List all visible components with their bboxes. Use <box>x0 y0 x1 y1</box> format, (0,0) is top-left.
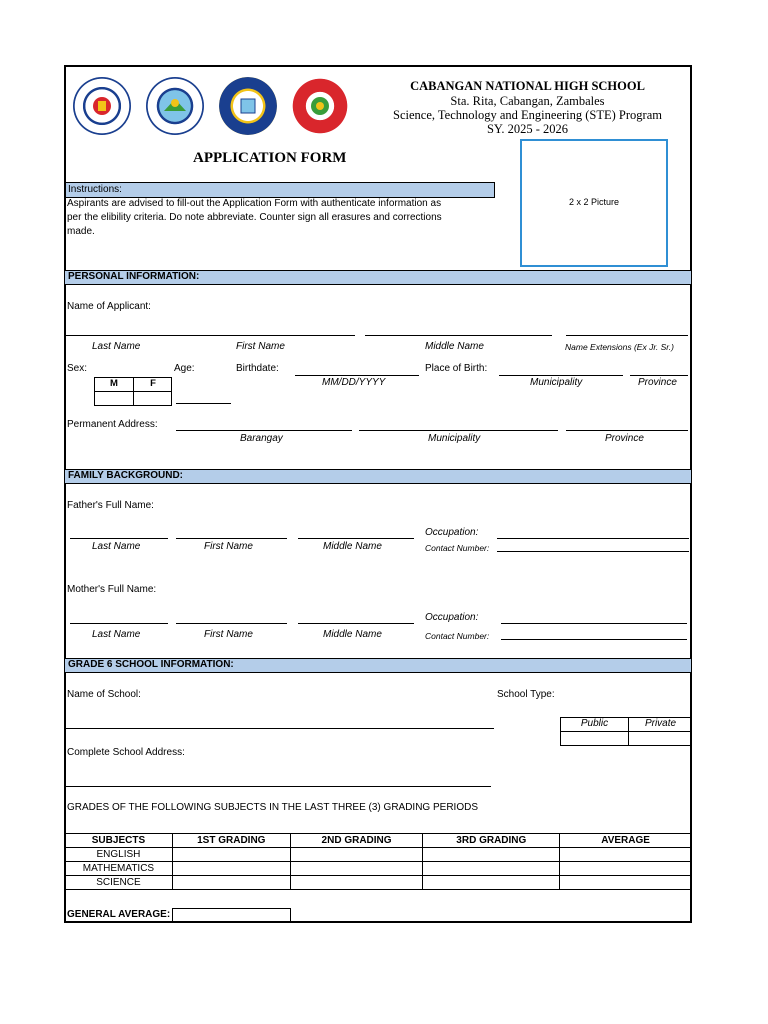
table-row <box>65 876 692 890</box>
mother-occupation-line[interactable] <box>501 623 687 624</box>
sex-female-option[interactable]: F <box>150 378 156 389</box>
grade-cell[interactable] <box>290 876 423 890</box>
grade-cell[interactable] <box>560 848 692 862</box>
address-barangay-line[interactable] <box>176 430 352 431</box>
birthdate-label: Birthdate: <box>236 363 279 374</box>
subject-science: SCIENCE <box>65 876 173 890</box>
father-occupation-label: Occupation: <box>425 527 479 538</box>
father-last-line[interactable] <box>70 538 168 539</box>
ste-seal-icon <box>291 77 349 135</box>
instructions-line-2: per the elibility criteria. Do note abbreviate. Counter sign all erasures and corrections <box>67 212 442 223</box>
birthplace-province-caption: Province <box>638 377 677 388</box>
school-address: Sta. Rita, Cabangan, Zambales <box>450 94 605 108</box>
general-average-label: GENERAL AVERAGE: <box>67 909 171 920</box>
school-address-label: Complete School Address: <box>67 747 185 758</box>
division-seal-icon <box>146 77 204 135</box>
father-contact-label: Contact Number: <box>425 543 490 553</box>
school-info-header: GRADE 6 SCHOOL INFORMATION: <box>64 658 692 673</box>
mother-last-line[interactable] <box>70 623 168 624</box>
address-province-caption: Province <box>605 433 644 444</box>
date-format-caption: MM/DD/YYYY <box>322 377 386 388</box>
program-name: Science, Technology and Engineering (STE) Program <box>393 108 662 122</box>
instructions-line-3: made. <box>67 226 95 237</box>
school-address-line[interactable] <box>66 786 491 787</box>
father-middle-caption: Middle Name <box>323 541 382 552</box>
father-first-line[interactable] <box>176 538 287 539</box>
barangay-caption: Barangay <box>240 433 283 444</box>
grade-cell[interactable] <box>290 862 423 876</box>
school-type-label: School Type: <box>497 689 555 700</box>
mother-middle-caption: Middle Name <box>323 629 382 640</box>
mother-last-caption: Last Name <box>92 629 141 640</box>
birthplace-label: Place of Birth: <box>425 363 488 374</box>
grades-table <box>64 833 692 890</box>
middle-name-line[interactable] <box>365 335 552 336</box>
mother-name-label: Mother's Full Name: <box>67 584 157 595</box>
grade-cell[interactable] <box>423 876 560 890</box>
grades-note: GRADES OF THE FOLLOWING SUBJECTS IN THE LAST THREE (3) GRADING PERIODS <box>67 802 478 813</box>
grades-header-subjects: SUBJECTS <box>65 834 173 848</box>
table-row <box>65 862 692 876</box>
grade-cell[interactable] <box>423 862 560 876</box>
father-middle-line[interactable] <box>298 538 414 539</box>
permanent-address-label: Permanent Address: <box>67 419 158 430</box>
school-name: CABANGAN NATIONAL HIGH SCHOOL <box>410 79 645 93</box>
mother-first-caption: First Name <box>204 629 253 640</box>
name-ext-line[interactable] <box>566 335 688 336</box>
school-type-private[interactable]: Private <box>644 718 677 729</box>
grade-cell[interactable] <box>290 848 423 862</box>
father-first-caption: First Name <box>204 541 253 552</box>
birthdate-line[interactable] <box>295 375 419 376</box>
instructions-line-1: Aspirants are advised to fill-out the Application Form with authenticate information as <box>67 198 442 209</box>
address-municipality-line[interactable] <box>359 430 558 431</box>
photo-label: 2 x 2 Picture <box>568 197 620 207</box>
father-occupation-line[interactable] <box>497 538 689 539</box>
school-year: SY. 2025 - 2026 <box>486 122 569 136</box>
school-name-label: Name of School: <box>67 689 141 700</box>
general-average-input[interactable] <box>172 908 291 923</box>
sex-label: Sex: <box>67 363 88 374</box>
form-title: APPLICATION FORM <box>193 150 347 166</box>
grade-cell[interactable] <box>172 862 290 876</box>
school-type-table <box>560 717 692 746</box>
deped-seal-icon <box>73 77 131 135</box>
applicant-name-label: Name of Applicant: <box>67 301 151 312</box>
subject-mathematics: MATHEMATICS <box>65 862 173 876</box>
grade-cell[interactable] <box>560 862 692 876</box>
school-seal-icon <box>219 77 277 135</box>
mother-first-line[interactable] <box>176 623 287 624</box>
grade-cell[interactable] <box>423 848 560 862</box>
age-line[interactable] <box>176 403 231 404</box>
birthplace-province-line[interactable] <box>630 375 688 376</box>
mother-contact-label: Contact Number: <box>425 631 490 641</box>
grades-header-average: AVERAGE <box>560 834 692 848</box>
mother-occupation-label: Occupation: <box>425 612 479 623</box>
grade-cell[interactable] <box>560 876 692 890</box>
birthplace-municipality-caption: Municipality <box>530 377 583 388</box>
table-row <box>65 848 692 862</box>
school-type-public[interactable]: Public <box>580 718 609 729</box>
mother-contact-line[interactable] <box>501 639 687 640</box>
age-label: Age: <box>174 363 195 374</box>
sex-male-option[interactable]: M <box>110 378 118 389</box>
first-name-caption: First Name <box>236 341 285 352</box>
birthplace-municipality-line[interactable] <box>499 375 623 376</box>
name-ext-caption: Name Extensions (Ex Jr. Sr.) <box>565 342 674 352</box>
address-province-line[interactable] <box>566 430 688 431</box>
address-municipality-caption: Municipality <box>428 433 481 444</box>
middle-name-caption: Middle Name <box>425 341 484 352</box>
grades-header-1st: 1ST GRADING <box>172 834 290 848</box>
instructions-header: Instructions: <box>65 182 495 198</box>
grade-cell[interactable] <box>172 848 290 862</box>
mother-middle-line[interactable] <box>298 623 414 624</box>
last-name-line[interactable] <box>66 335 355 336</box>
grades-header-2nd: 2ND GRADING <box>290 834 423 848</box>
subject-english: ENGLISH <box>65 848 173 862</box>
personal-info-header: PERSONAL INFORMATION: <box>64 270 692 285</box>
grades-header-3rd: 3RD GRADING <box>423 834 560 848</box>
school-name-line[interactable] <box>66 728 494 729</box>
father-last-caption: Last Name <box>92 541 141 552</box>
family-background-header: FAMILY BACKGROUND: <box>64 469 692 484</box>
last-name-caption: Last Name <box>92 341 141 352</box>
father-name-label: Father's Full Name: <box>67 500 154 511</box>
grade-cell[interactable] <box>172 876 290 890</box>
sex-table <box>94 377 172 406</box>
photo-box[interactable] <box>520 139 668 267</box>
father-contact-line[interactable] <box>497 551 689 552</box>
